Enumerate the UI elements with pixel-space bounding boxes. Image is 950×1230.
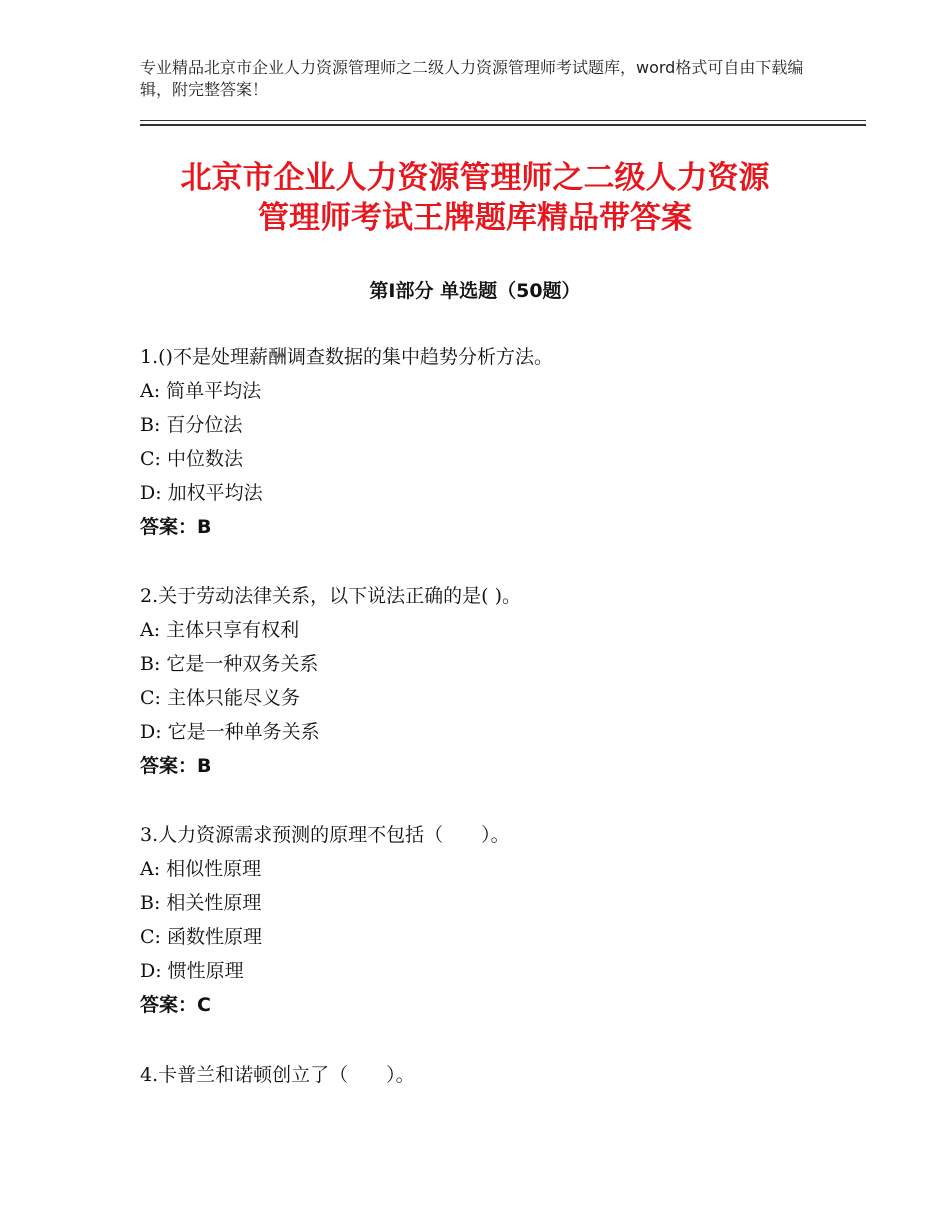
question-1 xyxy=(140,340,840,544)
option-a: A: 简单平均法 xyxy=(140,380,262,402)
question-stem: 3.人力资源需求预测的原理不包括（ ）。 xyxy=(140,824,510,846)
option-b: B: 相关性原理 xyxy=(140,892,262,914)
answer: 答案：C xyxy=(140,994,211,1016)
header-divider-thick xyxy=(140,124,866,126)
option-b: B: 它是一种双务关系 xyxy=(140,653,319,675)
option-a: A: 主体只享有权利 xyxy=(140,619,300,641)
question-stem: 2.关于劳动法律关系，以下说法正确的是( )。 xyxy=(140,585,521,607)
option-d: D: 加权平均法 xyxy=(140,482,263,504)
title-line-1: 北京市企业人力资源管理师之二级人力资源 xyxy=(180,160,770,196)
header-divider-thin xyxy=(140,120,866,121)
question-3 xyxy=(140,818,840,1022)
header-note: 专业精品北京市企业人力资源管理师之二级人力资源管理师考试题库，word格式可自由下载编辑，附完整答案！ xyxy=(140,58,804,99)
option-c: C: 函数性原理 xyxy=(140,926,262,948)
answer: 答案：B xyxy=(140,516,212,538)
section-heading: 第Ⅰ部分 单选题（50题） xyxy=(369,280,581,302)
question-4 xyxy=(140,1058,840,1092)
option-c: C: 中位数法 xyxy=(140,448,243,470)
answer: 答案：B xyxy=(140,755,212,777)
option-d: D: 惯性原理 xyxy=(140,960,244,982)
option-c: C: 主体只能尽义务 xyxy=(140,687,300,709)
option-b: B: 百分位法 xyxy=(140,414,243,436)
question-stem: 4.卡普兰和诺顿创立了（ ）。 xyxy=(140,1064,415,1086)
option-d: D: 它是一种单务关系 xyxy=(140,721,320,743)
option-a: A: 相似性原理 xyxy=(140,858,262,880)
title-line-2: 管理师考试王牌题库精品带答案 xyxy=(258,200,692,236)
question-stem: 1.()不是处理薪酬调查数据的集中趋势分析方法。 xyxy=(140,346,553,368)
document-title xyxy=(120,158,830,238)
question-2 xyxy=(140,579,840,783)
